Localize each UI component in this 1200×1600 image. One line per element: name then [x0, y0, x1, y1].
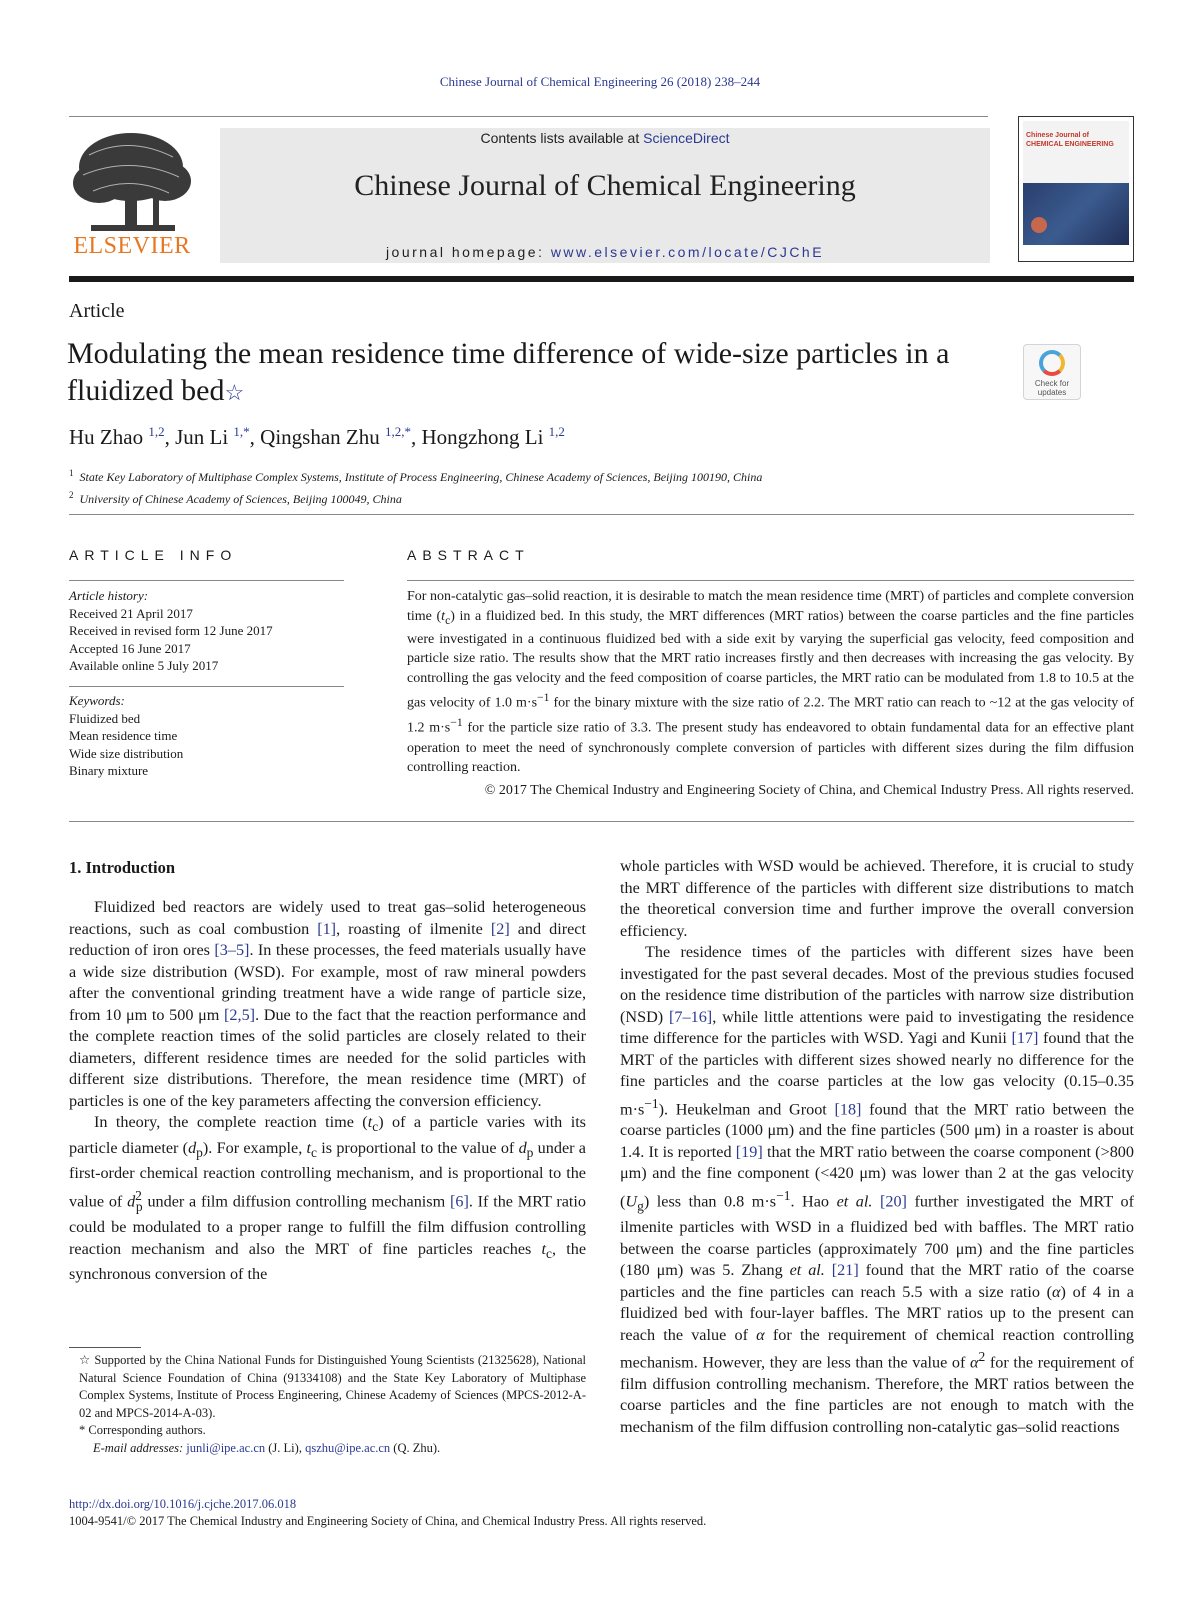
text-run: is proportional to the value of	[317, 1138, 519, 1157]
symbol-alpha: α	[756, 1325, 765, 1344]
keywords-label: Keywords:	[69, 693, 125, 708]
subscript-c: c	[546, 1245, 553, 1261]
affiliation-number: 2	[69, 490, 74, 500]
cover-title: Chinese Journal of CHEMICAL ENGINEERING	[1026, 132, 1114, 148]
citation-link[interactable]: [18]	[834, 1099, 862, 1118]
symbol-d: d	[518, 1138, 527, 1157]
text-run: whole particles with WSD would be achieved. Therefore, it is crucial to study the MRT difference of the particles with different size distributions to match the theoretical conversion time and further improve the overall conversion efficiency.	[620, 857, 1134, 940]
info-rule	[69, 580, 344, 581]
check-updates-icon	[1039, 350, 1065, 376]
keyword: Binary mixture	[69, 763, 149, 778]
keyword: Fluidized bed	[69, 710, 141, 726]
email-label: E-mail addresses:	[93, 1440, 187, 1455]
symbol-alpha: α	[970, 1353, 979, 1372]
abstract-bottom-rule	[69, 821, 1134, 822]
author-sup[interactable]: 1,2	[148, 424, 165, 439]
affiliation-rule	[69, 514, 1134, 515]
intro-paragraph	[620, 942, 1134, 1438]
subscript-c: c	[372, 1119, 379, 1135]
keyword: Mean residence time	[69, 728, 178, 743]
contents-prefix: Contents lists available at	[480, 130, 644, 146]
issn-copyright: 1004-9541/© 2017 The Chemical Industry and Engineering Society of China, and Chemical Industry Press. All rights reserved.	[69, 1514, 707, 1528]
article-title-text: Modulating the mean residence time difference of wide-size particles in a fluidized bed	[67, 337, 950, 407]
author-name[interactable]: Jun Li	[175, 425, 229, 449]
homepage-link[interactable]: www.elsevier.com/locate/CJChE	[550, 244, 825, 260]
history-label: Article history:	[69, 588, 149, 603]
superscript-minus1: −1	[776, 1187, 791, 1203]
elsevier-wordmark: ELSEVIER	[73, 233, 191, 259]
cover-image	[1023, 183, 1129, 245]
abstract-heading: ABSTRACT	[407, 547, 530, 563]
history-item: Received in revised form 12 June 2017	[69, 623, 273, 638]
keyword: Wide size distribution	[69, 745, 184, 761]
superscript-minus1: −1	[644, 1095, 659, 1111]
intro-paragraph	[69, 1112, 586, 1286]
abstract-text	[407, 587, 1134, 778]
corresponding-footnote	[69, 1422, 586, 1440]
article-info-heading: ARTICLE INFO	[69, 547, 238, 563]
citation-link[interactable]: [6]	[449, 1192, 469, 1211]
citation-link[interactable]: [17]	[1011, 1029, 1039, 1047]
sciencedirect-link[interactable]: ScienceDirect	[643, 130, 730, 146]
text-run: found that the MRT ratio of the coarse particles and the fine particles can reach 5.5 with a size ratio (	[620, 1261, 1134, 1301]
email-owner: (J. Li),	[265, 1440, 306, 1455]
subscript-p: p	[196, 1144, 203, 1160]
keywords	[69, 692, 183, 780]
symbol-t: t	[441, 608, 446, 624]
citation-link[interactable]: [2]	[490, 919, 510, 938]
header-thick-rule	[69, 276, 1134, 282]
affiliation	[69, 464, 762, 486]
subscript-c: c	[445, 613, 451, 627]
right-column	[620, 856, 1134, 1438]
author-name[interactable]: Hu Zhao	[69, 425, 144, 449]
citation-link[interactable]: [19]	[735, 1142, 763, 1161]
text-run: found that the MRT of the particles with different sizes showed nearly no difference for the fine particles and the coarse particles at the low gas velocity (0.15–0.35 m·s	[620, 1029, 1134, 1118]
abstract-copyright: © 2017 The Chemical Industry and Engineering Society of China, and Chemical Industry Press. All rights reserved.	[484, 783, 1134, 798]
subscript-g: g	[637, 1198, 644, 1214]
doi-link[interactable]: http://dx.doi.org/10.1016/j.cjche.2017.06.018	[69, 1497, 297, 1511]
left-column	[69, 897, 586, 1286]
history-item: Available online 5 July 2017	[69, 658, 219, 673]
text-run: In theory, the complete reaction time (	[94, 1113, 368, 1131]
journal-cover[interactable]	[1018, 116, 1134, 262]
text-run: under a first-order chemical reaction controlling mechanism, and is proportional to the value of	[69, 1138, 586, 1211]
affiliation	[69, 486, 762, 508]
history-item: Accepted 16 June 2017	[69, 640, 191, 656]
funding-footnote	[69, 1352, 586, 1422]
superscript-2: 2	[135, 1187, 142, 1203]
text-run: under a film diffusion controlling mechanism	[142, 1192, 450, 1211]
abstract-part: ) in a fluidized bed. In this study, the MRT differences (MRT ratios) between the coarse particles and the fine particles were investigated in a continuous fluidized bed with a side exit by varying the superficial gas velocity, feed composition and particle size ratio. The results show that the MRT ratio increases firstly and then decreases with increasing the gas velocity. By controlling the gas velocity and the feed composition of coarse particles, the MRT ratio can be modulated from 1.8 to 10.5 at the gas velocity of 1.0 m·s	[407, 608, 1134, 711]
star-icon: ☆	[79, 1353, 91, 1367]
subscript-p: p	[526, 1144, 534, 1160]
title-footnote-mark[interactable]: ☆	[224, 380, 245, 405]
citation-link[interactable]: [7–16]	[669, 1007, 713, 1026]
article-type: Article	[69, 300, 125, 322]
author-sup[interactable]: 1,2	[548, 424, 565, 439]
symbol-t: t	[306, 1138, 312, 1157]
citation-link[interactable]: [2,5]	[224, 1005, 256, 1024]
affiliation-text: University of Chinese Academy of Sciences, Beijing 100049, China	[79, 492, 402, 506]
text-run: . Due to the fact that the reaction performance and the complete reaction times of the solid particles are closely related to their diameters, different residence times are needed for the solid particles with different size distributions. Therefore, the mean residence time (MRT) of particles is one of the key parameters affecting the conversion efficiency.	[69, 1005, 586, 1110]
info-rule	[69, 686, 344, 687]
check-updates-label: Check for updates	[1034, 379, 1070, 397]
text-run: , roasting of ilmenite	[336, 919, 491, 938]
text-run: for the requirement of film diffusion controlling mechanism. Therefore, the MRT ratios between the coarse particles and the fine particles are not enough to match with the mechanism of the film diffusion controlling non-catalytic gas–solid reactions	[620, 1353, 1134, 1436]
article-title	[67, 335, 977, 411]
journal-citation[interactable]: Chinese Journal of Chemical Engineering 26 (2018) 238–244	[439, 74, 761, 89]
author-sup[interactable]: 1,2,*	[385, 424, 411, 439]
superscript-minus1: −1	[537, 691, 550, 705]
text-run: , the synchronous conversion of the	[69, 1239, 587, 1284]
footnotes	[69, 1352, 586, 1457]
text-run: . In these processes, the feed materials usually have a wide size distribution (WSD). For example, most of raw mineral powders after the conventional grinding treatment have a wide range of particle size, from 10 μm to 500 μm	[69, 941, 586, 1024]
section-heading: 1. Introduction	[69, 858, 176, 877]
abstract-part: for the binary mixture with the size ratio of 2.2. The MRT ratio can reach to ~12 at the gas velocity of 1.2 m·s	[407, 695, 1134, 737]
affiliation-number: 1	[69, 468, 74, 478]
symbol-alpha: α	[1052, 1282, 1061, 1301]
superscript-2: 2	[978, 1349, 986, 1365]
citation-link[interactable]: [21]	[831, 1261, 859, 1280]
author-list: Hu Zhao $^{1,2}$, Jun Li $^{1,*}$, Qingshan Zhu $^{1,2,*}$, Hongzhong Li $^{1,2}$	[69, 424, 565, 449]
corresponding-text: Corresponding authors.	[85, 1423, 206, 1437]
symbol-U: U	[625, 1192, 638, 1211]
text-run: found that the MRT ratio between the coarse particles (1000 μm) and the fine particles (500 μm) in a roaster is about 1.4. It is reported	[620, 1099, 1134, 1161]
article-history	[69, 587, 273, 675]
text-run: The residence times of the particles with different sizes have been investigated for the past several decades. Most of the previous studies focused on the residence time distribution of the particles with narrow size distribution (NSD)	[620, 943, 1134, 1026]
text-run: ) less than 0.8 m·s	[643, 1192, 777, 1211]
funding-text: Supported by the China National Funds for Distinguished Young Scientists (21325628), National Natural Science Foundation of China (91334108) and the State Key Laboratory of Multiphase Complex Systems, Institute of Process Engineering, Chinese Academy of Sciences (MPCS-2012-A-02 and MPCS-2014-A-03).	[79, 1353, 586, 1420]
symbol-d: d	[127, 1192, 136, 1211]
contents-line	[220, 130, 990, 146]
footnote-rule	[69, 1347, 141, 1348]
elsevier-logo[interactable]	[69, 125, 195, 265]
abstract-part: For non-catalytic gas–solid reaction, it is desirable to match the mean residence time (MRT) of particles and complete conversion time (	[407, 589, 1134, 624]
check-for-updates-button[interactable]	[1023, 344, 1081, 400]
subscript-c: c	[311, 1144, 318, 1160]
history-item: Received 21 April 2017	[69, 605, 193, 621]
text-run: ) of 4 in a fluidized bed with four-layer baffles. The MRT ratios up to the present can reach the value of	[620, 1282, 1134, 1344]
author-name[interactable]: Qingshan Zhu	[260, 425, 380, 449]
cover-dot	[1031, 217, 1047, 233]
asterisk-icon: *	[79, 1423, 86, 1437]
top-rule	[69, 116, 988, 117]
citation-link[interactable]: [20]	[879, 1192, 907, 1211]
text-run: , while little attentions were paid to investigating the residence time difference for the particles with WSD. Yagi and Kunii	[620, 1007, 1134, 1047]
email-owner: (Q. Zhu).	[390, 1440, 441, 1455]
affiliation-text: State Key Laboratory of Multiphase Complex Systems, Institute of Process Engineering, Chinese Academy of Sciences, Beijing 100190, China	[79, 470, 763, 484]
homepage-prefix: journal homepage:	[385, 244, 551, 260]
citation-link[interactable]: [3–5]	[214, 941, 250, 959]
intro-paragraph	[620, 856, 1134, 942]
author-name[interactable]: Hongzhong Li	[421, 425, 544, 449]
intro-paragraph	[69, 897, 586, 1112]
text-run: ) of a particle varies with its particle diameter (	[69, 1113, 586, 1157]
et-al: et al.	[836, 1192, 873, 1211]
homepage-line	[220, 244, 990, 260]
symbol-d: d	[188, 1138, 197, 1157]
abstract-part: for the particle size ratio of 3.3. The present study has endeavored to obtain fundamental data for an effective plant operation to meet the need of synchronously complete conversion of particles with different sizes during the film diffusion controlling reaction.	[407, 721, 1134, 776]
email-footnote	[69, 1440, 586, 1458]
superscript-minus1: −1	[450, 716, 463, 730]
text-run: for the requirement of chemical reaction controlling mechanism. However, they are less than the value of	[620, 1325, 1135, 1372]
text-run: . Hao	[790, 1192, 837, 1211]
affiliation-list	[69, 464, 762, 508]
symbol-t: t	[367, 1113, 373, 1131]
text-run: . If the MRT ratio could be modulated to a proper range to fulfill the film diffusion controlling reaction mechanism and also the MRT of fine particles reaches	[69, 1192, 586, 1258]
abstract-rule	[407, 580, 1134, 581]
journal-name: Chinese Journal of Chemical Engineering	[354, 169, 856, 202]
text-run: ). Heukelman and Groot	[658, 1099, 835, 1118]
email-link[interactable]: junli@ipe.ac.cn	[186, 1440, 266, 1455]
text-run: ). For example,	[202, 1138, 307, 1157]
subscript-p: p	[135, 1198, 143, 1214]
author-sup[interactable]: 1,*	[233, 424, 250, 439]
text-run: Fluidized bed reactors are widely used to treat gas–solid heterogeneous reactions, such as coal combustion	[69, 898, 586, 938]
et-al: et al.	[789, 1261, 825, 1280]
text-run: and direct reduction of iron ores	[69, 919, 586, 959]
symbol-t: t	[541, 1239, 547, 1258]
citation-link[interactable]: [1]	[317, 919, 337, 938]
text-run: further investigated the MRT of ilmenite particles with WSD in a fluidized bed with baffles. The MRT ratio between the coarse particles (approximately 700 μm) and the fine particles (180 μm) was 5. Zhang	[620, 1192, 1135, 1280]
text-run: that the MRT ratio between the coarse component (>800 μm) and the fine component (<420 μm) was lower than 2 at the gas velocity (	[620, 1142, 1134, 1211]
email-link[interactable]: qszhu@ipe.ac.cn	[305, 1440, 391, 1455]
